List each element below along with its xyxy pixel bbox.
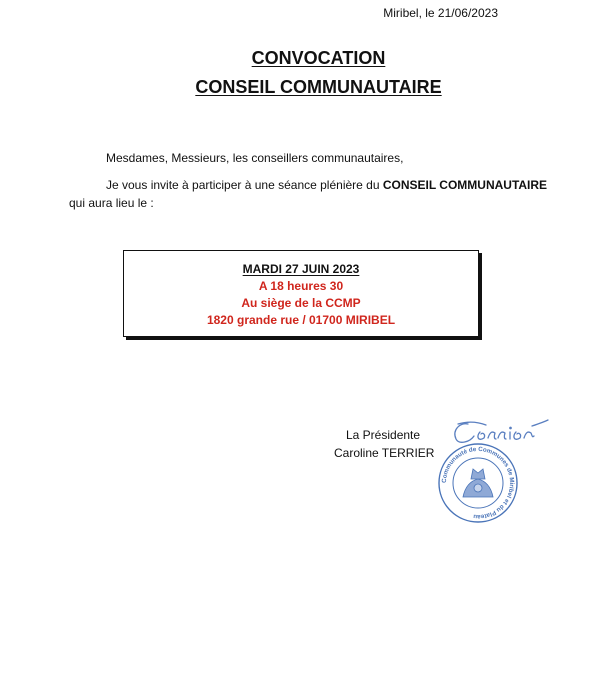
document-date: Miribel, le 21/06/2023 [383,6,498,20]
official-stamp [436,441,520,525]
meeting-address: 1820 grande rue / 01700 MIRIBEL [206,313,396,327]
meeting-place: Au siège de la CCMP [241,296,361,310]
meeting-details-box [123,250,479,337]
document-title-convocation: CONVOCATION [251,48,386,68]
meeting-date: MARDI 27 JUIN 2023 [242,262,360,276]
salutation-line: Mesdames, Messieurs, les conseillers communautaires, [106,151,404,165]
signatory-role: La Présidente [346,428,421,442]
stamp-text: Communauté de Communes de Miribel et du Plateau [440,445,516,521]
invitation-continuation: qui aura lieu le : [69,196,154,210]
invitation-line [106,177,547,193]
invitation-council-name: CONSEIL COMMUNAUTAIRE [382,178,548,192]
invitation-text: Je vous invite à participer à une séance plénière du [106,178,383,192]
document-title-conseil: CONSEIL COMMUNAUTAIRE [195,77,442,97]
meeting-time: A 18 heures 30 [258,279,344,293]
signatory-name: Caroline TERRIER [334,446,435,460]
